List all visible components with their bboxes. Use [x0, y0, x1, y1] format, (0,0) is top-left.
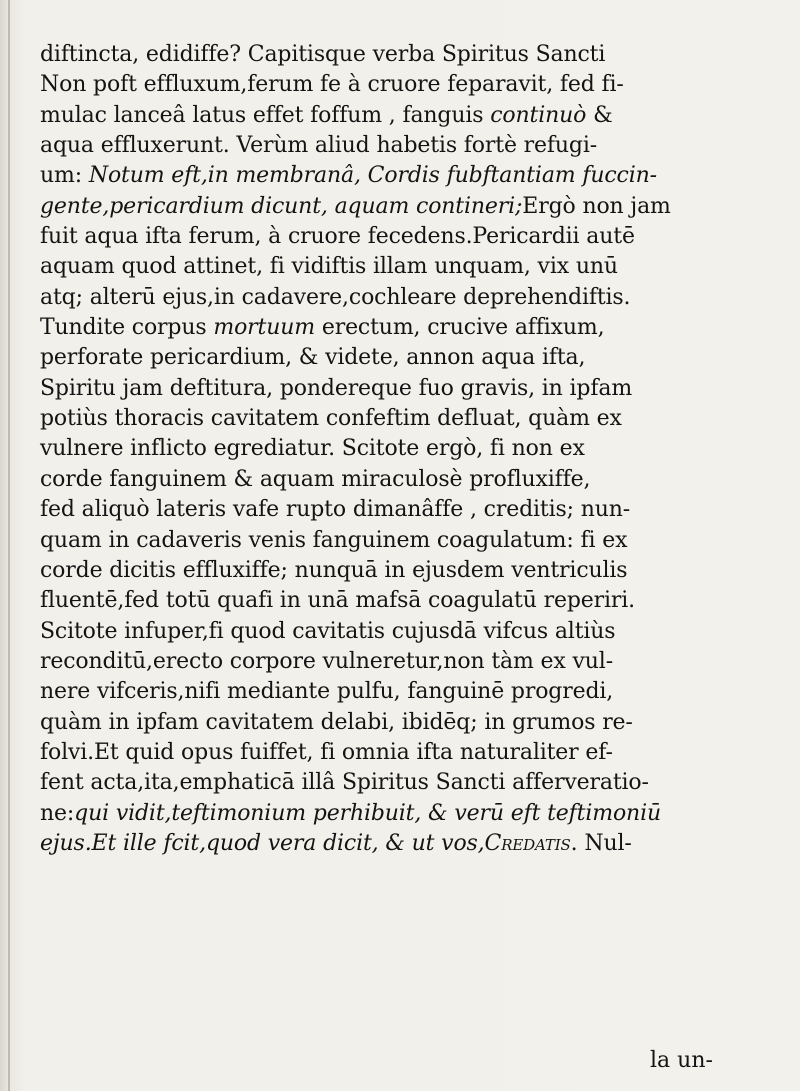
text-line — [40, 465, 782, 495]
text-line — [40, 829, 782, 859]
roman-run: corde fanguinem & aquam miraculosè profluxiffe, — [40, 466, 591, 492]
text-line — [40, 526, 782, 556]
roman-run: folvi.Et quid opus fuiffet, fi omnia ifta naturaliter ef- — [40, 739, 613, 765]
roman-run: Scitote infuper,fi quod cavitatis cujusdā vifcus altiùs — [40, 618, 616, 644]
roman-run: mulac lanceâ latus effet foffum , fanguis — [40, 102, 491, 128]
roman-run: fluentē,fed totū quafi in unā mafsā coagulatū reperiri. — [40, 588, 635, 614]
text-line — [40, 101, 782, 131]
text-line — [40, 192, 782, 222]
roman-run: reconditū,erecto corpore vulneretur,non tàm ex vul- — [40, 648, 613, 674]
italic-run: qui vidit,teftimonium perhibuit, & verū eft teftimoniū — [74, 800, 661, 826]
text-line — [40, 252, 782, 282]
text-line — [40, 434, 782, 464]
roman-run: Non poft effluxum,ferum fe à cruore feparavit, fed fi- — [40, 72, 624, 98]
roman-run: aquam quod attinet, fi vidiftis illam unquam, vix unū — [40, 254, 618, 280]
text-line — [40, 647, 782, 677]
body-text — [40, 40, 782, 859]
roman-run: . Nul- — [570, 830, 632, 856]
roman-run: fed aliquò lateris vafe rupto dimanâffe , creditis; nun- — [40, 497, 631, 523]
roman-run: & — [586, 102, 613, 128]
text-line — [40, 343, 782, 373]
roman-run: aqua effluxerunt. Verùm aliud habetis fortè refugi- — [40, 133, 598, 159]
italic-run: continuò — [490, 102, 587, 128]
roman-run: Ergò non jam — [522, 193, 671, 219]
italic-run: Notum eft,in membranâ, Cordis fubftantiam fuccin- — [88, 163, 657, 189]
text-line — [40, 617, 782, 647]
text-line — [40, 70, 782, 100]
roman-run: Spiritu jam deftitura, pondereque fuo gravis, in ipfam — [40, 375, 633, 401]
text-line — [40, 131, 782, 161]
roman-run: erectum, crucive affixum, — [314, 315, 605, 341]
roman-run: quàm in ipfam cavitatem delabi, ibidēq; in grumos re- — [40, 709, 633, 735]
text-line — [40, 283, 782, 313]
text-line — [40, 586, 782, 616]
roman-run: perforate pericardium, & videte, annon aqua ifta, — [40, 345, 586, 371]
smallcaps-run: Credatis — [484, 830, 571, 856]
text-line — [40, 40, 782, 70]
text-line — [40, 495, 782, 525]
text-line — [40, 161, 782, 191]
text-line — [40, 738, 782, 768]
roman-run: Tundite corpus — [40, 315, 214, 341]
roman-run: quam in cadaveris venis fanguinem coagulatum: fi ex — [40, 527, 628, 553]
text-line — [40, 708, 782, 738]
roman-run: um: — [40, 163, 89, 189]
roman-run: fuit aqua ifta ferum, à cruore fecedens.Pericardii autē — [40, 224, 635, 250]
text-line — [40, 677, 782, 707]
text-line — [40, 404, 782, 434]
roman-run: vulnere inflicto egrediatur. Scitote ergò, fi non ex — [40, 436, 585, 462]
text-line — [40, 313, 782, 343]
catchword: la un- — [650, 1048, 713, 1073]
italic-run: gente,pericardium dicunt, aquam contineri; — [40, 193, 523, 219]
roman-run: ne: — [40, 800, 75, 826]
text-line — [40, 799, 782, 829]
text-line — [40, 768, 782, 798]
page-gutter-edge — [8, 0, 10, 1091]
roman-run: potiùs thoracis cavitatem confeftim defluat, quàm ex — [40, 406, 622, 432]
roman-run: atq; alterū ejus,in cadavere,cochleare deprehendiftis. — [40, 284, 631, 310]
italic-run: ejus.Et ille fcit,quod vera dicit, & ut vos, — [40, 830, 485, 856]
roman-run: fent acta,ita,emphaticā illâ Spiritus Sancti afferveratio- — [40, 770, 649, 796]
text-line — [40, 222, 782, 252]
italic-run: mortuum — [213, 315, 315, 341]
roman-run: nere vifceris,nifi mediante pulfu, fanguinē progredi, — [40, 679, 614, 705]
roman-run: corde dicitis effluxiffe; nunquā in ejusdem ventriculis — [40, 557, 628, 583]
text-line — [40, 374, 782, 404]
roman-run: diftincta, edidiffe? Capitisque verba Spiritus Sancti — [40, 42, 606, 67]
text-line — [40, 556, 782, 586]
